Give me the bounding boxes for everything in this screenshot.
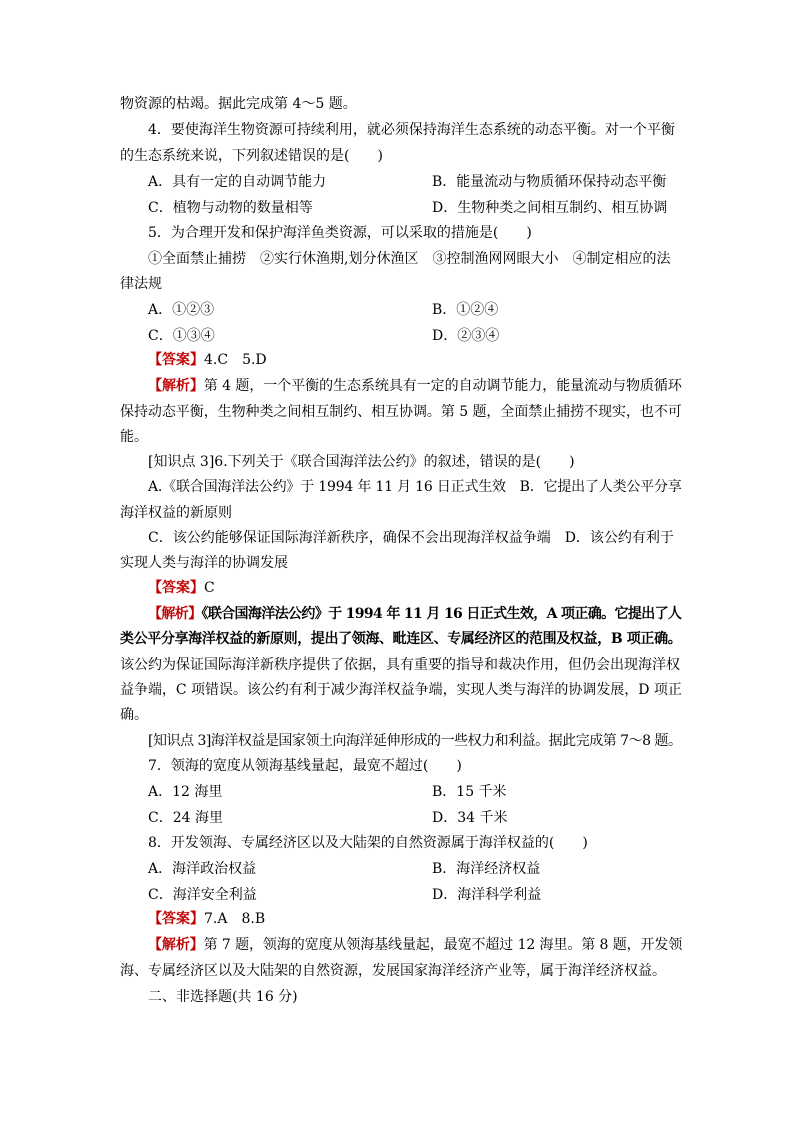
answer-text: C <box>204 580 215 596</box>
q4-option-d: D．生物种类之间相互制约、相互协调 <box>432 200 668 216</box>
analysis-tag: 【解析】 <box>148 378 204 394</box>
q6-options-ab: A.《联合国海洋法公约》于 1994 年 11 月 16 日正式生效 B．它提出了人类公平分享 <box>148 479 682 495</box>
analysis-text-cont: 保持动态平衡，生物种类之间相互制约、相互协调。第 5 题，全面禁止捕捞不现实，也不可 <box>120 404 682 420</box>
analysis-text-cont: 能。 <box>120 429 148 445</box>
analysis-line <box>148 935 682 955</box>
q7-option-d: D．34 千米 <box>432 810 508 826</box>
analysis-text-cont: 确。 <box>120 707 148 723</box>
answer-tag: 【答案】 <box>148 352 204 368</box>
question-6-stem: [知识点 3]6.下列关于《联合国海洋法公约》的叙述，错误的是( ) <box>148 454 575 470</box>
analysis-line <box>148 376 682 396</box>
q8-option-c: C．海洋安全利益 <box>148 887 257 903</box>
q7-option-b: B．15 千米 <box>432 784 507 800</box>
q7-option-a: A．12 海里 <box>148 784 223 800</box>
analysis-text-cont: 益争端，C 项错误。该公约有利于减少海洋权益争端，实现人类与海洋的协调发展，D 项正 <box>120 682 682 698</box>
analysis-text: 《联合国海洋法公约》于 1994 年 11 月 16 日正式生效，A 项正确。它提出了人 <box>201 606 682 622</box>
q5-option-d: D．②③④ <box>432 328 500 344</box>
text-line: 物资源的枯竭。据此完成第 4～5 题。 <box>120 96 357 112</box>
analysis-line <box>148 604 681 624</box>
answer-line <box>148 350 267 370</box>
analysis-text-cont: 该公约为保证国际海洋新秩序提供了依据，具有重要的指导和裁决作用，但仍会出现海洋权 <box>120 657 680 673</box>
q5-option-b: B．①②④ <box>432 302 499 318</box>
q6-options-cd-cont: 实现人类与海洋的协调发展 <box>120 555 288 571</box>
section-heading: 二、非选择题(共 16 分) <box>148 989 298 1005</box>
q5-option-c: C．①③④ <box>148 328 215 344</box>
analysis-tag: 【解析】 <box>148 937 204 953</box>
question-5-stem: 5．为合理开发和保护海洋鱼类资源，可以采取的措施是( ) <box>148 225 532 241</box>
analysis-text-cont: 海、专属经济区以及大陆架的自然资源，发展国家海洋经济产业等，属于海洋经济权益。 <box>120 963 666 979</box>
q8-option-b: B．海洋经济权益 <box>432 861 541 877</box>
answer-tag: 【答案】 <box>148 580 204 596</box>
material-7-8: [知识点 3]海洋权益是国家领土向海洋延伸形成的一些权力和利益。据此完成第 7～8 题。 <box>148 733 682 749</box>
q7-option-c: C．24 海里 <box>148 810 223 826</box>
q8-option-d: D．海洋科学利益 <box>432 887 542 903</box>
answer-text: 4.C 5.D <box>204 352 267 368</box>
q8-option-a: A．海洋政治权益 <box>148 861 257 877</box>
q4-option-c: C．植物与动物的数量相等 <box>148 200 313 216</box>
analysis-tag: 【解析】 <box>148 606 202 622</box>
q4-option-a: A．具有一定的自动调节能力 <box>148 174 327 190</box>
q6-options-ab-cont: 海洋权益的新原则 <box>120 505 232 521</box>
analysis-text-cont: 类公平分享海洋权益的新原则，提出了领海、毗连区、专属经济区的范围及权益，B 项正确。 <box>120 631 682 647</box>
question-8-stem: 8．开发领海、专属经济区以及大陆架的自然资源属于海洋权益的( ) <box>148 835 588 851</box>
question-4-stem: 4．要使海洋生物资源可持续利用，就必须保持海洋生态系统的动态平衡。对一个平衡 <box>148 122 675 138</box>
question-5-measures-cont: 律法规 <box>120 276 162 292</box>
question-7-stem: 7．领海的宽度从领海基线量起，最宽不超过( ) <box>148 758 462 774</box>
q5-option-a: A．①②③ <box>148 302 215 318</box>
answer-line <box>148 578 215 598</box>
q6-options-cd: C．该公约能够保证国际海洋新秩序，确保不会出现海洋权益争端 D．该公约有利于 <box>148 530 674 546</box>
analysis-text: 第 4 题，一个平衡的生态系统具有一定的自动调节能力，能量流动与物质循环 <box>203 378 682 394</box>
answer-text: 7.A 8.B <box>204 911 266 927</box>
answer-line <box>148 909 265 929</box>
answer-tag: 【答案】 <box>148 911 204 927</box>
q4-option-b: B．能量流动与物质循环保持动态平衡 <box>432 174 667 190</box>
analysis-text: 第 7 题，领海的宽度从领海基线量起，最宽不超过 12 海里。第 8 题，开发领 <box>203 937 683 953</box>
question-5-measures: ①全面禁止捕捞 ②实行休渔期,划分休渔区 ③控制渔网网眼大小 ④制定相应的法 <box>148 251 671 267</box>
question-4-stem-cont: 的生态系统来说，下列叙述错误的是( ) <box>120 148 383 164</box>
